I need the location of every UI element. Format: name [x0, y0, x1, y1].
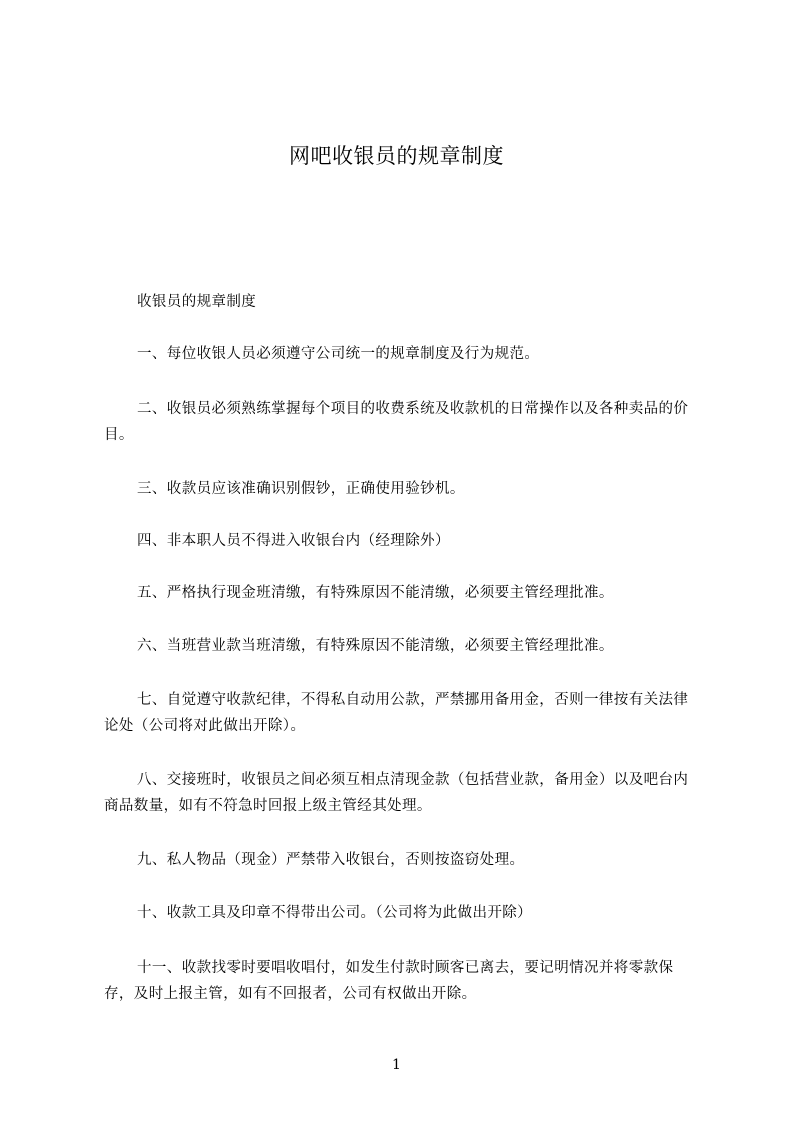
rule-5: 五、严格执行现金班清缴，有特殊原因不能清缴，必须要主管经理批准。 [137, 585, 614, 601]
rule-11: 十一、收款找零时要唱收唱付，如发生付款时顾客已离去，要记明情况并将零款保存，及时上报主管，如有不回报者，公司有权做出开除。 [104, 960, 674, 1002]
rule-3: 三、收款员应该准确识别假钞，正确使用验钞机。 [137, 481, 465, 497]
section-heading: 收银员的规章制度 [137, 294, 257, 310]
rule-6: 六、当班营业款当班清缴，有特殊原因不能清缴，必须要主管经理批准。 [137, 638, 614, 654]
rule-1: 一、每位收银人员必须遵守公司统一的规章制度及行为规范。 [137, 346, 540, 362]
rule-4: 四、非本职人员不得进入收银台内（经理除外） [137, 533, 450, 549]
rule-7: 七、自觉遵守收款纪律，不得私自动用公款，严禁挪用备用金，否则一律按有关法律论处（公司将对此做出开除）。 [104, 692, 689, 734]
rule-9: 九、私人物品（现金）严禁带入收银台，否则按盗窃处理。 [137, 852, 525, 868]
rule-8: 八、交接班时，收银员之间必须互相点清现金款（包括营业款，备用金）以及吧台内商品数量，如有不符急时回报上级主管经其处理。 [104, 772, 689, 814]
rule-10: 十、收款工具及印章不得带出公司。（公司将为此做出开除） [137, 905, 533, 921]
document-title: 网吧收银员的规章制度 [289, 144, 504, 168]
page-number: 1 [392, 1057, 401, 1073]
rule-2: 二、收银员必须熟练掌握每个项目的收费系统及收款机的日常操作以及各种卖品的价目。 [104, 401, 689, 443]
